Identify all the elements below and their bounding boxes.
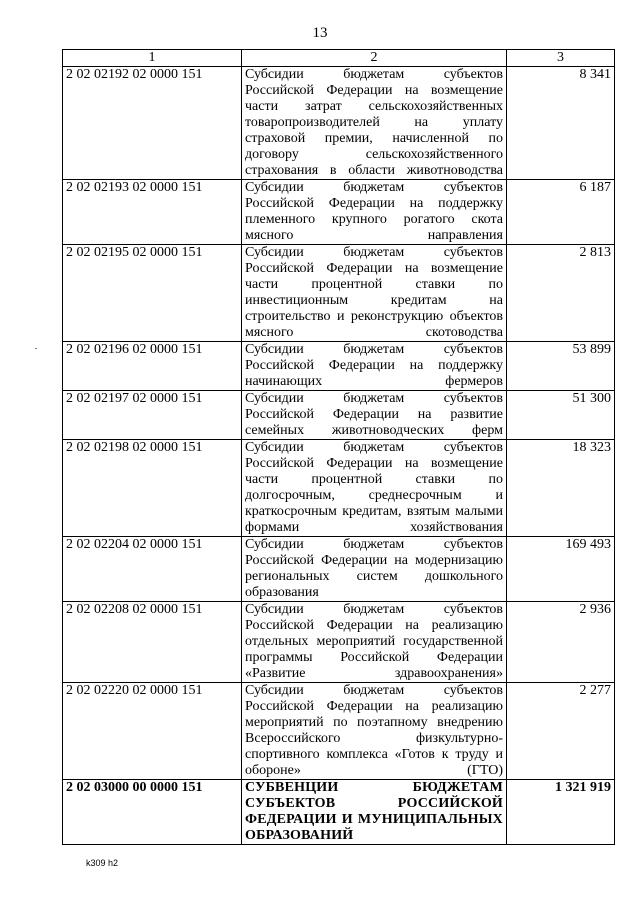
budget-code: 2 02 02195 02 0000 151 [63, 245, 242, 342]
row-amount: 8 341 [507, 67, 615, 180]
row-amount: 2 277 [507, 683, 615, 780]
table-row [63, 67, 615, 180]
row-description: Субсидии бюджетам субъектов Российской Федерации на возмещение части затрат сельскохозяйственных товаропроизводителей на уплату страховой премии, начисленной по договору сельскохозяйственного страхования в области животноводства [242, 67, 507, 180]
row-description: Субсидии бюджетам субъектов Российской Федерации на реализацию мероприятий по поэтапному внедрению Всероссийского физкультурно-спортивного комплекса «Готов к труду и обороне» (ГТО) [242, 683, 507, 780]
row-amount: 169 493 [507, 537, 615, 602]
row-amount: 1 321 919 [507, 780, 615, 845]
budget-code: 2 02 02198 02 0000 151 [63, 440, 242, 537]
table-header-row [63, 50, 615, 67]
column-header-3: 3 [507, 50, 615, 67]
table-row [63, 683, 615, 780]
row-amount: 6 187 [507, 180, 615, 245]
row-description: Субсидии бюджетам субъектов Российской Федерации на поддержку начинающих фермеров [242, 342, 507, 391]
row-description: Субсидии бюджетам субъектов Российской Федерации на возмещение части процентной ставки по долгосрочным, среднесрочным и краткосрочным кредитам, взятым малыми формами хозяйствования [242, 440, 507, 537]
table-row [63, 342, 615, 391]
row-description: Субсидии бюджетам субъектов Российской Федерации на развитие семейных животноводческих ферм [242, 391, 507, 440]
budget-code: 2 02 02196 02 0000 151 [63, 342, 242, 391]
row-amount: 2 936 [507, 602, 615, 683]
row-description: СУБВЕНЦИИ БЮДЖЕТАМ СУБЪЕКТОВ РОССИЙСКОЙ ФЕДЕРАЦИИ И МУНИЦИПАЛЬНЫХ ОБРАЗОВАНИЙ [242, 780, 507, 845]
budget-table [62, 49, 615, 845]
row-description: Субсидии бюджетам субъектов Российской Федерации на поддержку племенного крупного рогатого скота мясного направления [242, 180, 507, 245]
page-number: 13 [312, 25, 328, 41]
row-amount: 2 813 [507, 245, 615, 342]
budget-code: 2 02 02204 02 0000 151 [63, 537, 242, 602]
column-header-2: 2 [242, 50, 507, 67]
row-amount: 51 300 [507, 391, 615, 440]
table-row [63, 245, 615, 342]
table-row [63, 391, 615, 440]
row-description: Субсидии бюджетам субъектов Российской Федерации на реализацию отдельных мероприятий государственной программы Российской Федерации «Развитие здравоохранения» [242, 602, 507, 683]
row-description: Субсидии бюджетам субъектов Российской Федерации на возмещение части процентной ставки по инвестиционным кредитам на строительство и реконструкцию объектов мясного скотоводства [242, 245, 507, 342]
table-row [63, 440, 615, 537]
budget-code: 2 02 03000 00 0000 151 [63, 780, 242, 845]
row-amount: 53 899 [507, 342, 615, 391]
budget-code: 2 02 02193 02 0000 151 [63, 180, 242, 245]
table-row [63, 602, 615, 683]
row-amount: 18 323 [507, 440, 615, 537]
table-row [63, 180, 615, 245]
budget-code: 2 02 02208 02 0000 151 [63, 602, 242, 683]
budget-code: 2 02 02220 02 0000 151 [63, 683, 242, 780]
footer-code: k309 h2 [86, 858, 119, 868]
column-header-1: 1 [63, 50, 242, 67]
scan-mark [35, 348, 37, 349]
row-description: Субсидии бюджетам субъектов Российской Федерации на модернизацию региональных систем дошкольного образования [242, 537, 507, 602]
budget-code: 2 02 02197 02 0000 151 [63, 391, 242, 440]
table-row [63, 537, 615, 602]
budget-code: 2 02 02192 02 0000 151 [63, 67, 242, 180]
table-row-section-total [63, 780, 615, 845]
